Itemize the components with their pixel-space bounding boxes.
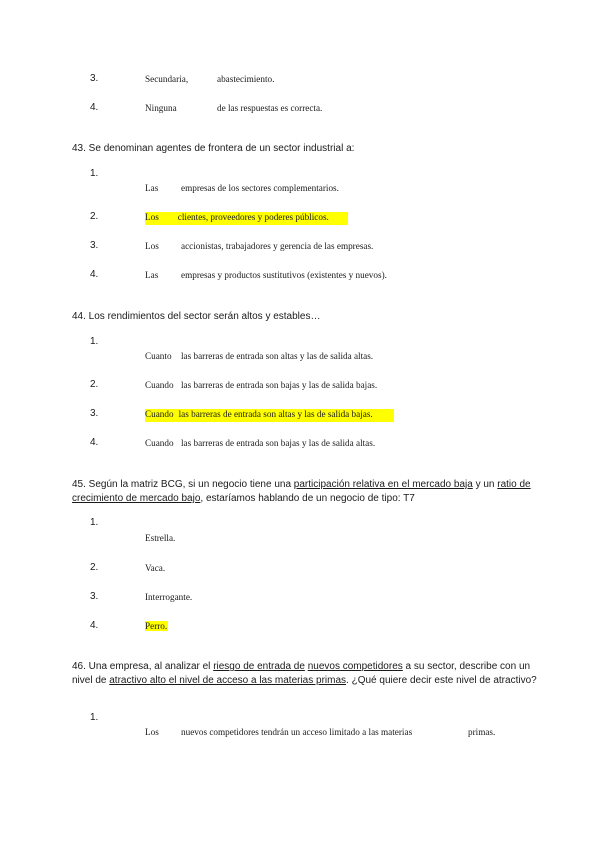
option-word: Secundaria, <box>145 74 189 84</box>
option-number: 3. <box>90 73 99 84</box>
option-number: 1. <box>90 517 99 528</box>
q45-option-2-text: Vaca. <box>145 563 166 573</box>
option-number: 2. <box>90 562 99 573</box>
option-word: Cuando <box>145 438 174 448</box>
option-word: Cuando <box>145 380 174 390</box>
question-text: 46. Una empresa, al analizar el <box>72 661 214 672</box>
option-word: Las <box>145 183 159 193</box>
underlined-term: nuevos competidores <box>307 661 403 672</box>
option-text: clientes, proveedores y poderes públicos. <box>177 212 329 222</box>
option-number: 1. <box>90 168 99 179</box>
option-text: accionistas, trabajadores y gerencia de las empresas. <box>181 241 374 251</box>
option-number: 3. <box>90 591 99 602</box>
question-text: , estaríamos hablando de un negocio de tipo: T7 <box>200 493 415 504</box>
underlined-term: ratio de crecimiento de mercado bajo <box>72 479 531 504</box>
option-word: Cuanto <box>145 351 172 361</box>
option-text: las barreras de entrada son altas y las de salida altas. <box>181 351 374 361</box>
option-word: Los <box>145 727 159 737</box>
q45-option-3-text: Interrogante. <box>145 592 193 602</box>
option-text: las barreras de entrada son bajas y las de salida bajas. <box>181 380 378 390</box>
option-number: 2. <box>90 211 99 222</box>
option-text: las barreras de entrada son bajas y las de salida altas. <box>181 438 376 448</box>
underlined-term: participación relativa en el mercado baja <box>293 479 473 490</box>
option-text: empresas y productos sustitutivos (existentes y nuevos). <box>181 270 387 280</box>
option-text: abastecimiento. <box>217 74 275 84</box>
question-44: 44. Los rendimientos del sector serán altos y estables… <box>72 311 321 322</box>
underlined-term: riesgo de entrada de <box>213 661 305 672</box>
option-word: Los <box>145 212 159 222</box>
option-number: 3. <box>90 240 99 251</box>
option-word: Ninguna <box>145 103 177 113</box>
option-text: nuevos competidores tendrán un acceso limitado a las materias <box>181 727 413 737</box>
underlined-term: atractivo alto el nivel de acceso a las materias primas <box>109 675 347 686</box>
q45-option-1-text: Estrella. <box>145 533 176 543</box>
question-text: 45. Según la matriz BCG, si un negocio tiene una <box>72 479 294 490</box>
option-number: 2. <box>90 379 99 390</box>
question-text: a su sector, describe con un nivel de <box>72 661 531 686</box>
highlighted-answer <box>145 212 348 225</box>
option-word: Los <box>145 241 159 251</box>
option-number: 4. <box>90 620 99 631</box>
option-number: 3. <box>90 408 99 419</box>
question-text: . ¿Qué quiere decir este nivel de atractivo? <box>346 675 537 686</box>
highlighted-answer <box>145 409 394 422</box>
option-word: Las <box>145 270 159 280</box>
question-43: 43. Se denominan agentes de frontera de un sector industrial a: <box>72 143 355 154</box>
option-word: Cuando <box>145 409 174 419</box>
option-number: 4. <box>90 269 99 280</box>
question-text: y un <box>472 479 498 490</box>
option-word: primas. <box>468 727 496 737</box>
option-number: 1. <box>90 712 99 723</box>
highlighted-answer: Perro. <box>145 621 168 631</box>
question-46 <box>72 660 542 688</box>
option-number: 4. <box>90 437 99 448</box>
option-number: 4. <box>90 102 99 113</box>
option-text: empresas de los sectores complementarios. <box>181 183 339 193</box>
option-text: de las respuestas es correcta. <box>217 103 323 113</box>
option-text: las barreras de entrada son altas y las de salida bajas. <box>178 409 373 419</box>
option-number: 1. <box>90 336 99 347</box>
question-45 <box>72 478 542 506</box>
